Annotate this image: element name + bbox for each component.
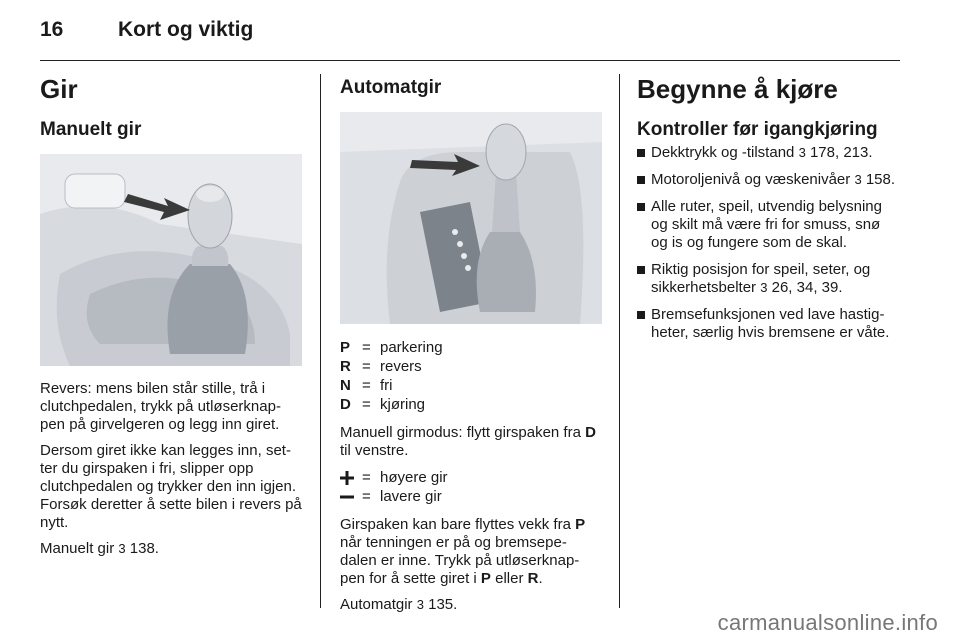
manual-gear-illustration [40,154,302,366]
watermark: carmanualsonline.info [717,610,938,635]
bullet-square-icon [637,176,645,184]
automatic-gear-illustration [340,112,602,324]
subheading-pre-drive-check: Kontroller før igangkjøring [637,119,878,140]
position-row: P = parkering [340,339,443,356]
checklist [637,144,901,342]
reference-arrow-icon: 3 [760,280,768,295]
page-number: 16 [40,18,64,41]
section-title: Kort og viktig [118,18,254,41]
reference-arrow-icon: 3 [118,541,126,556]
bullet-square-icon [637,149,645,157]
column-automatic [340,72,602,622]
bullet-square-icon [637,203,645,211]
reverse-instructions: Revers: mens bilen står stille, trå i clutchpedalen, trykk på utløserknap-pen på girvelgeren og legg inn giret. [40,380,281,433]
shift-row: = lavere gir [340,487,602,506]
position-list [340,338,602,414]
list-item: Motoroljenivå og væskenivåer 3 158. [637,171,901,189]
position-row: D = kjøring [340,396,426,413]
manual-gear-reference: Manuelt gir 3 138. [40,540,159,557]
subheading-manual-gear: Manuelt gir [40,119,142,140]
reference-arrow-icon: 3 [854,172,862,187]
automatic-reference: Automatgir 3 135. [340,596,458,613]
list-item: Dekktrykk og -tilstand 3 178, 213. [637,144,901,162]
list-item: Bremsefunksjonen ved lave hastig-heter, særlig hvis bremsene er våte. [637,306,901,342]
list-item: Alle ruter, speil, utvendig belysning og skilt må være fri for smuss, snø og is og fungere som de skal. [637,198,901,252]
plus-icon [340,471,354,485]
column-start-driving [637,72,901,351]
column-manual-gear [40,72,302,566]
minus-icon [340,490,354,504]
manual-mode-text: Manuell girmodus: flytt girspaken fra D til venstre. [340,424,596,459]
position-row: R = revers [340,358,422,375]
heading-gear: Gir [40,74,78,104]
shift-lock-text: Girspaken kan bare flyttes vekk fra P når tenningen er på og bremsepe-dalen er inne. Trykk på utløserknap-pen for å sette giret i P eller R. [340,516,586,587]
heading-start-driving: Begynne å kjøre [637,74,838,104]
reference-arrow-icon: 3 [798,145,806,160]
list-item: Riktig posisjon for speil, seter, og sikkerhetsbelter 3 26, 34, 39. [637,261,901,297]
position-row: N = fri [340,377,393,394]
header-rule [40,60,900,61]
reverse-retry: Dersom giret ikke kan legges inn, set-ter du girspaken i fri, slipper opp clutchpedalen og trykker den inn igjen. Forsøk deretter å sette bilen i revers på nytt. [40,442,302,531]
reference-arrow-icon: 3 [416,597,424,612]
heading-automatic: Automatgir [340,77,442,98]
shift-list [340,468,602,506]
column-divider [619,74,620,608]
column-divider [320,74,321,608]
shift-row: = høyere gir [340,468,602,487]
bullet-square-icon [637,311,645,319]
bullet-square-icon [637,266,645,274]
